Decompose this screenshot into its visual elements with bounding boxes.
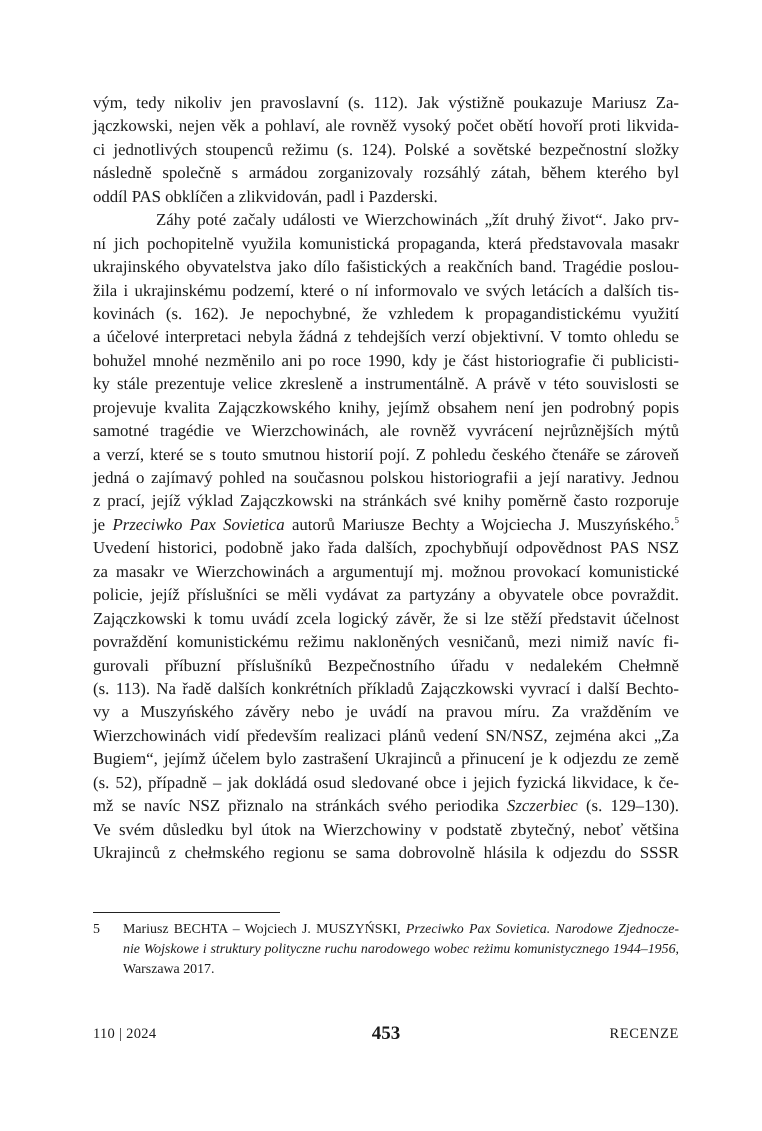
footnote-divider	[93, 912, 280, 913]
paragraph-start-line: Záhy poté začaly události ve Wierzchowinách „žít druhý život“. Jako prv-	[156, 210, 679, 230]
text-line: samotné tragédie ve Wierzchowinách, ale rovněž vyvrácení nejrůznějších mýtů	[93, 421, 679, 441]
text-line: ci jednotlivých stoupenců režimu (s. 124). Polské a sovětské bezpečnostní složky	[93, 139, 679, 159]
text-line: Ve svém důsledku byl útok na Wierzchowiny v podstatě zbytečný, neboť většina	[93, 819, 679, 839]
text-line: Uvedení historici, podobně jako řada dalších, zpochybňují odpovědnost PAS NSZ	[93, 538, 679, 558]
footnote-number: 5	[93, 922, 100, 937]
text-line: ní jich pochopitelně využila komunistická propaganda, která představovala masakr	[93, 233, 679, 253]
text-line: (s. 52), případně – jak dokládá osud sledované obce i jejich fyzická likvidace, k če-	[93, 772, 679, 792]
text-line: a účelové interpretaci nebyla žádná z tehdejších verzí objektivní. V tomto ohledu se	[93, 327, 679, 347]
footnote-line: Warszawa 2017.	[123, 962, 215, 978]
text-line: gurovali příbuzní příslušníků Bezpečnostního úřadu v nedalekém Chełmně	[93, 655, 679, 675]
footnote-reference[interactable]: 5	[674, 514, 679, 525]
book-title-italic: Przeciwko Pax Sovietica	[112, 514, 285, 534]
text-line: jączkowski, nejen věk a pohlaví, ale rovněž vysoký počet obětí hovoří proti likvida-	[93, 116, 679, 136]
text-line: jedná o zajímavý pohled na současnou polskou historiografii a její narativy. Jednou	[93, 468, 679, 487]
text-line: vým, tedy nikoliv jen pravoslavní (s. 112). Jak výstižně poukazuje Mariusz Za-	[93, 93, 679, 112]
text-line-with-citation	[93, 513, 679, 536]
text-line: ky stále prezentuje velice zkresleně a instrumentálně. A právě v této souvislosti se	[93, 374, 679, 394]
footnote-comma: ,	[675, 942, 679, 958]
line-text-pre: mž se navíc NSZ přiznalo na stránkách svého periodika	[93, 796, 507, 816]
line-text-pre: je	[93, 514, 113, 534]
main-text	[93, 91, 679, 864]
footnote	[93, 920, 679, 981]
footnote-title-italic-cont: nie Wojskowe i struktury polityczne ruchu narodowego wobec reżimu komunistycznego 1944–1956	[123, 942, 676, 958]
text-line: projevuje kvalita Zajączkowského knihy, jejímž obsahem není jen podrobný popis	[93, 397, 679, 417]
footnote-authors: Mariusz BECHTA – Wojciech J. MUSZYŃSKI,	[123, 922, 406, 937]
page-footer	[93, 1023, 679, 1050]
text-line: bohužel mnohé nezměnilo ani po roce 1990, kdy je část historiografie či publicisti-	[93, 350, 679, 370]
page-number: 453	[371, 1023, 401, 1044]
text-line: oddíl PAS obklíčen a zlikvidován, padl i Pazderski.	[93, 186, 438, 206]
text-line: Zajączkowski k tomu uvádí zcela logický závěr, že si lze stěží představit účelnost	[93, 608, 679, 628]
text-line: za masakr ve Wierzchowinách a argumentují mj. možnou provokací komunistické	[93, 561, 679, 581]
text-line: ukrajinského obyvatelstva jako dílo fašistických a reakčních band. Tragédie poslou-	[93, 257, 679, 277]
text-line: policie, jejíž příslušníci se měli vydávat za partyzány a obyvatele obce povraždit.	[93, 585, 679, 605]
text-line: Bugiem“, jejímž účelem bylo zastrašení Ukrajinců a přinucení je k odjezdu ze země	[93, 749, 679, 769]
line-text-post: (s. 129–130).	[577, 796, 679, 816]
section-label: RECENZE	[609, 1026, 679, 1042]
text-line: (s. 113). Na řadě dalších konkrétních příkladů Zajączkowski vyvrací i další Bechto-	[93, 678, 679, 698]
text-line: Wierzchowinách vidí především realizaci plánů vedení SN/NSZ, zejména akci „Za	[93, 725, 679, 745]
text-line: kovinách (s. 162). Je nepochybné, že vzhledem k propagandistickému využití	[93, 303, 679, 323]
text-line: následně společně s armádou zorganizovaly rozsáhlý zátah, během kterého byl	[93, 163, 679, 183]
line-text-post: autorů Mariusze Bechty a Wojciecha J. Muszyńského.	[284, 514, 675, 534]
text-line: povraždění komunistickému režimu nakloněných vesničanů, mezi nimiž navíc fi-	[93, 632, 679, 652]
text-line: Ukrajinců z chełmského regionu se sama dobrovolně hlásila k odjezdu do SSSR	[93, 843, 679, 862]
footnote-text	[123, 920, 679, 981]
text-line: vy a Muszyńského závěry nebo je uvádí na pravou míru. Za vražděním ve	[93, 702, 679, 722]
footnote-line	[123, 920, 679, 940]
text-line: a verzí, které se s touto smutnou historií pojí. Z pohledu českého čtenáře se zároveň	[93, 444, 679, 464]
journal-issue: 110 | 2024	[93, 1026, 157, 1042]
text-line: z prací, jejíž výklad Zajączkowski na stránkách své knihy poměrně často rozporuje	[93, 491, 679, 511]
periodical-title-italic: Szczerbiec	[506, 796, 578, 816]
text-line-with-periodical	[93, 794, 679, 817]
footnote-line	[123, 940, 679, 960]
text-line: žila i ukrajinskému podzemí, které o ní informovalo ve svých letácích a dalších tis-	[93, 280, 679, 300]
footnote-title-italic: Przeciwko Pax Sovietica. Narodowe Zjednocze-	[405, 922, 679, 937]
